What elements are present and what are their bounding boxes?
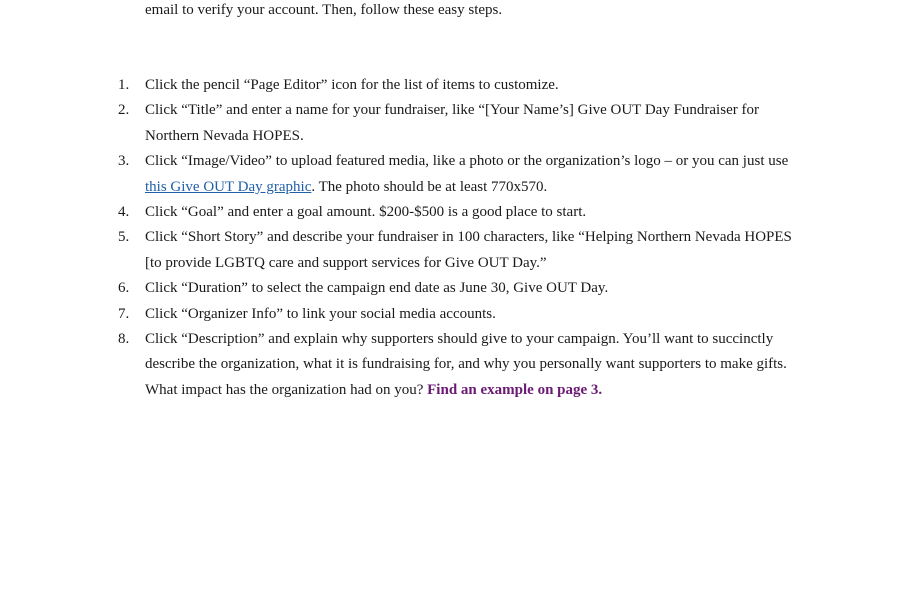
step-1 <box>0 73 795 98</box>
steps-list <box>0 73 900 403</box>
step-text: Click “Title” and enter a name for your fundraiser, like “[Your Name’s] Give OUT Day Fundraiser for Northern Nevada HOPES. <box>145 102 759 144</box>
step-text: Click “Short Story” and describe your fundraiser in 100 characters, like “Helping Northern Nevada HOPES [to provide LGBTQ care and support services for Give OUT Day.” <box>145 229 792 271</box>
step-number: 1. <box>118 77 130 93</box>
step-number: 8. <box>118 331 130 348</box>
step-number: 4. <box>118 204 130 221</box>
step-8 <box>0 327 795 403</box>
step-4 <box>0 200 795 225</box>
step-text: Click the pencil “Page Editor” icon for the list of items to customize. <box>145 77 559 93</box>
step-number: 5. <box>118 229 130 246</box>
give-out-day-graphic-link[interactable]: this Give OUT Day graphic <box>145 178 312 195</box>
step-7 <box>0 302 795 327</box>
step-text: Click “Goal” and enter a goal amount. $200-$500 is a good place to start. <box>145 204 587 221</box>
step-number: 2. <box>118 102 130 119</box>
step-text: Click “Organizer Info” to link your social media accounts. <box>145 305 496 322</box>
step-text: Click “Description” and explain why supporters should give to your campaign. You’ll want to succinctly describe the organization, what it is fundraising for, and why you personally want supporters to make gifts. What impact has the organization had on you? <box>145 331 787 398</box>
intro-text: email to verify your account. Then, follow these easy steps. <box>145 2 503 18</box>
page-3-example-callout: Find an example on page 3. <box>427 381 603 398</box>
step-3 <box>0 149 795 200</box>
step-text-after-link: . The photo should be at least 770x570. <box>311 178 548 195</box>
step-5 <box>0 225 795 276</box>
step-6 <box>0 276 795 301</box>
step-2 <box>0 98 795 149</box>
step-number: 3. <box>118 153 130 170</box>
step-text-before-link: Click “Image/Video” to upload featured media, like a photo or the organization’s logo – or you can just use <box>145 153 789 170</box>
step-number: 6. <box>118 280 130 297</box>
step-text: Click “Duration” to select the campaign end date as June 30, Give OUT Day. <box>145 280 609 297</box>
step-number: 7. <box>118 305 130 322</box>
